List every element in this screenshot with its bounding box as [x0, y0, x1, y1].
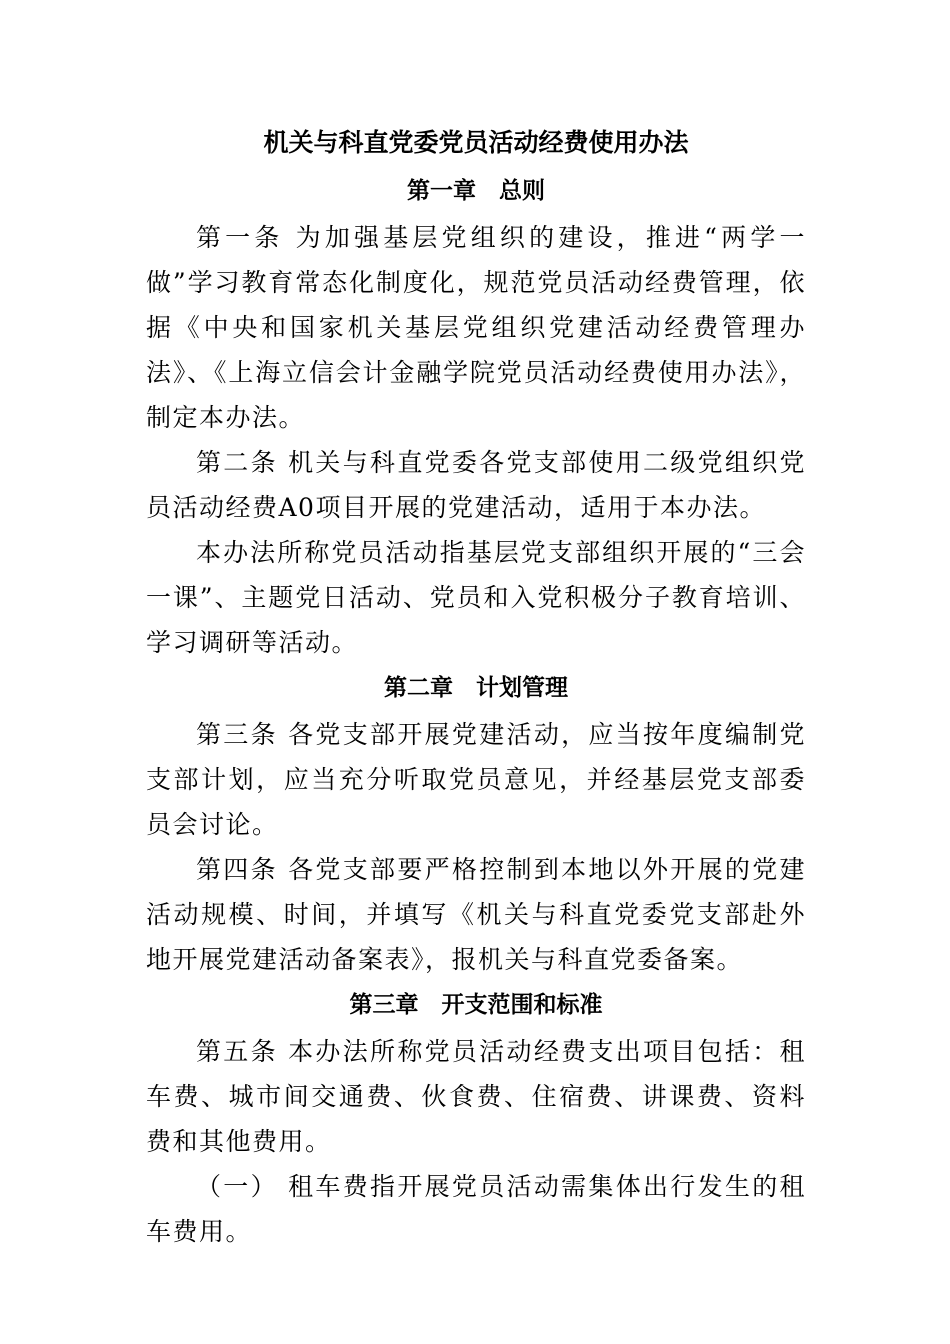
article-5: 第五条 本办法所称党员活动经费支出项目包括：租车费、城市间交通费、伙食费、住宿费、讲课费、资料费和其他费用。	[146, 1037, 806, 1156]
chapter-2-heading: 第二章 计划管理	[384, 675, 568, 701]
article-3: 第三条 各党支部开展党建活动，应当按年度编制党支部计划，应当充分听取党员意见，并经基层党支部委员会讨论。	[146, 720, 806, 839]
article-2: 第二条 机关与科直党委各党支部使用二级党组织党员活动经费A0项目开展的党建活动，适用于本办法。	[146, 448, 806, 522]
chapter-2-section	[146, 665, 806, 982]
chapter-1-heading: 第一章 总则	[407, 178, 545, 204]
document-body	[146, 118, 806, 1254]
chapter-3-section	[146, 982, 806, 1254]
chapter-1-section	[146, 168, 806, 665]
article-4: 第四条 各党支部要严格控制到本地以外开展的党建活动规模、时间，并填写《机关与科直党委党支部赴外地开展党建活动备案表》，报机关与科直党委备案。	[146, 855, 806, 974]
article-1: 第一条 为加强基层党组织的建设，推进“两学一做”学习教育常态化制度化，规范党员活动经费管理，依据《中央和国家机关基层党组织党建活动经费管理办法》、《上海立信会计金融学院党员活动经费使用办法》，制定本办法。	[146, 223, 806, 432]
article-5-item-1: （一） 租车费指开展党员活动需集体出行发生的租车费用。	[146, 1172, 806, 1246]
article-2-scope-paragraph: 本办法所称党员活动指基层党支部组织开展的“三会一课”、主题党日活动、党员和入党积极分子教育培训、学习调研等活动。	[146, 538, 806, 657]
chapter-3-heading: 第三章 开支范围和标准	[349, 992, 603, 1018]
document-title: 机关与科直党委党员活动经费使用办法	[263, 128, 689, 157]
